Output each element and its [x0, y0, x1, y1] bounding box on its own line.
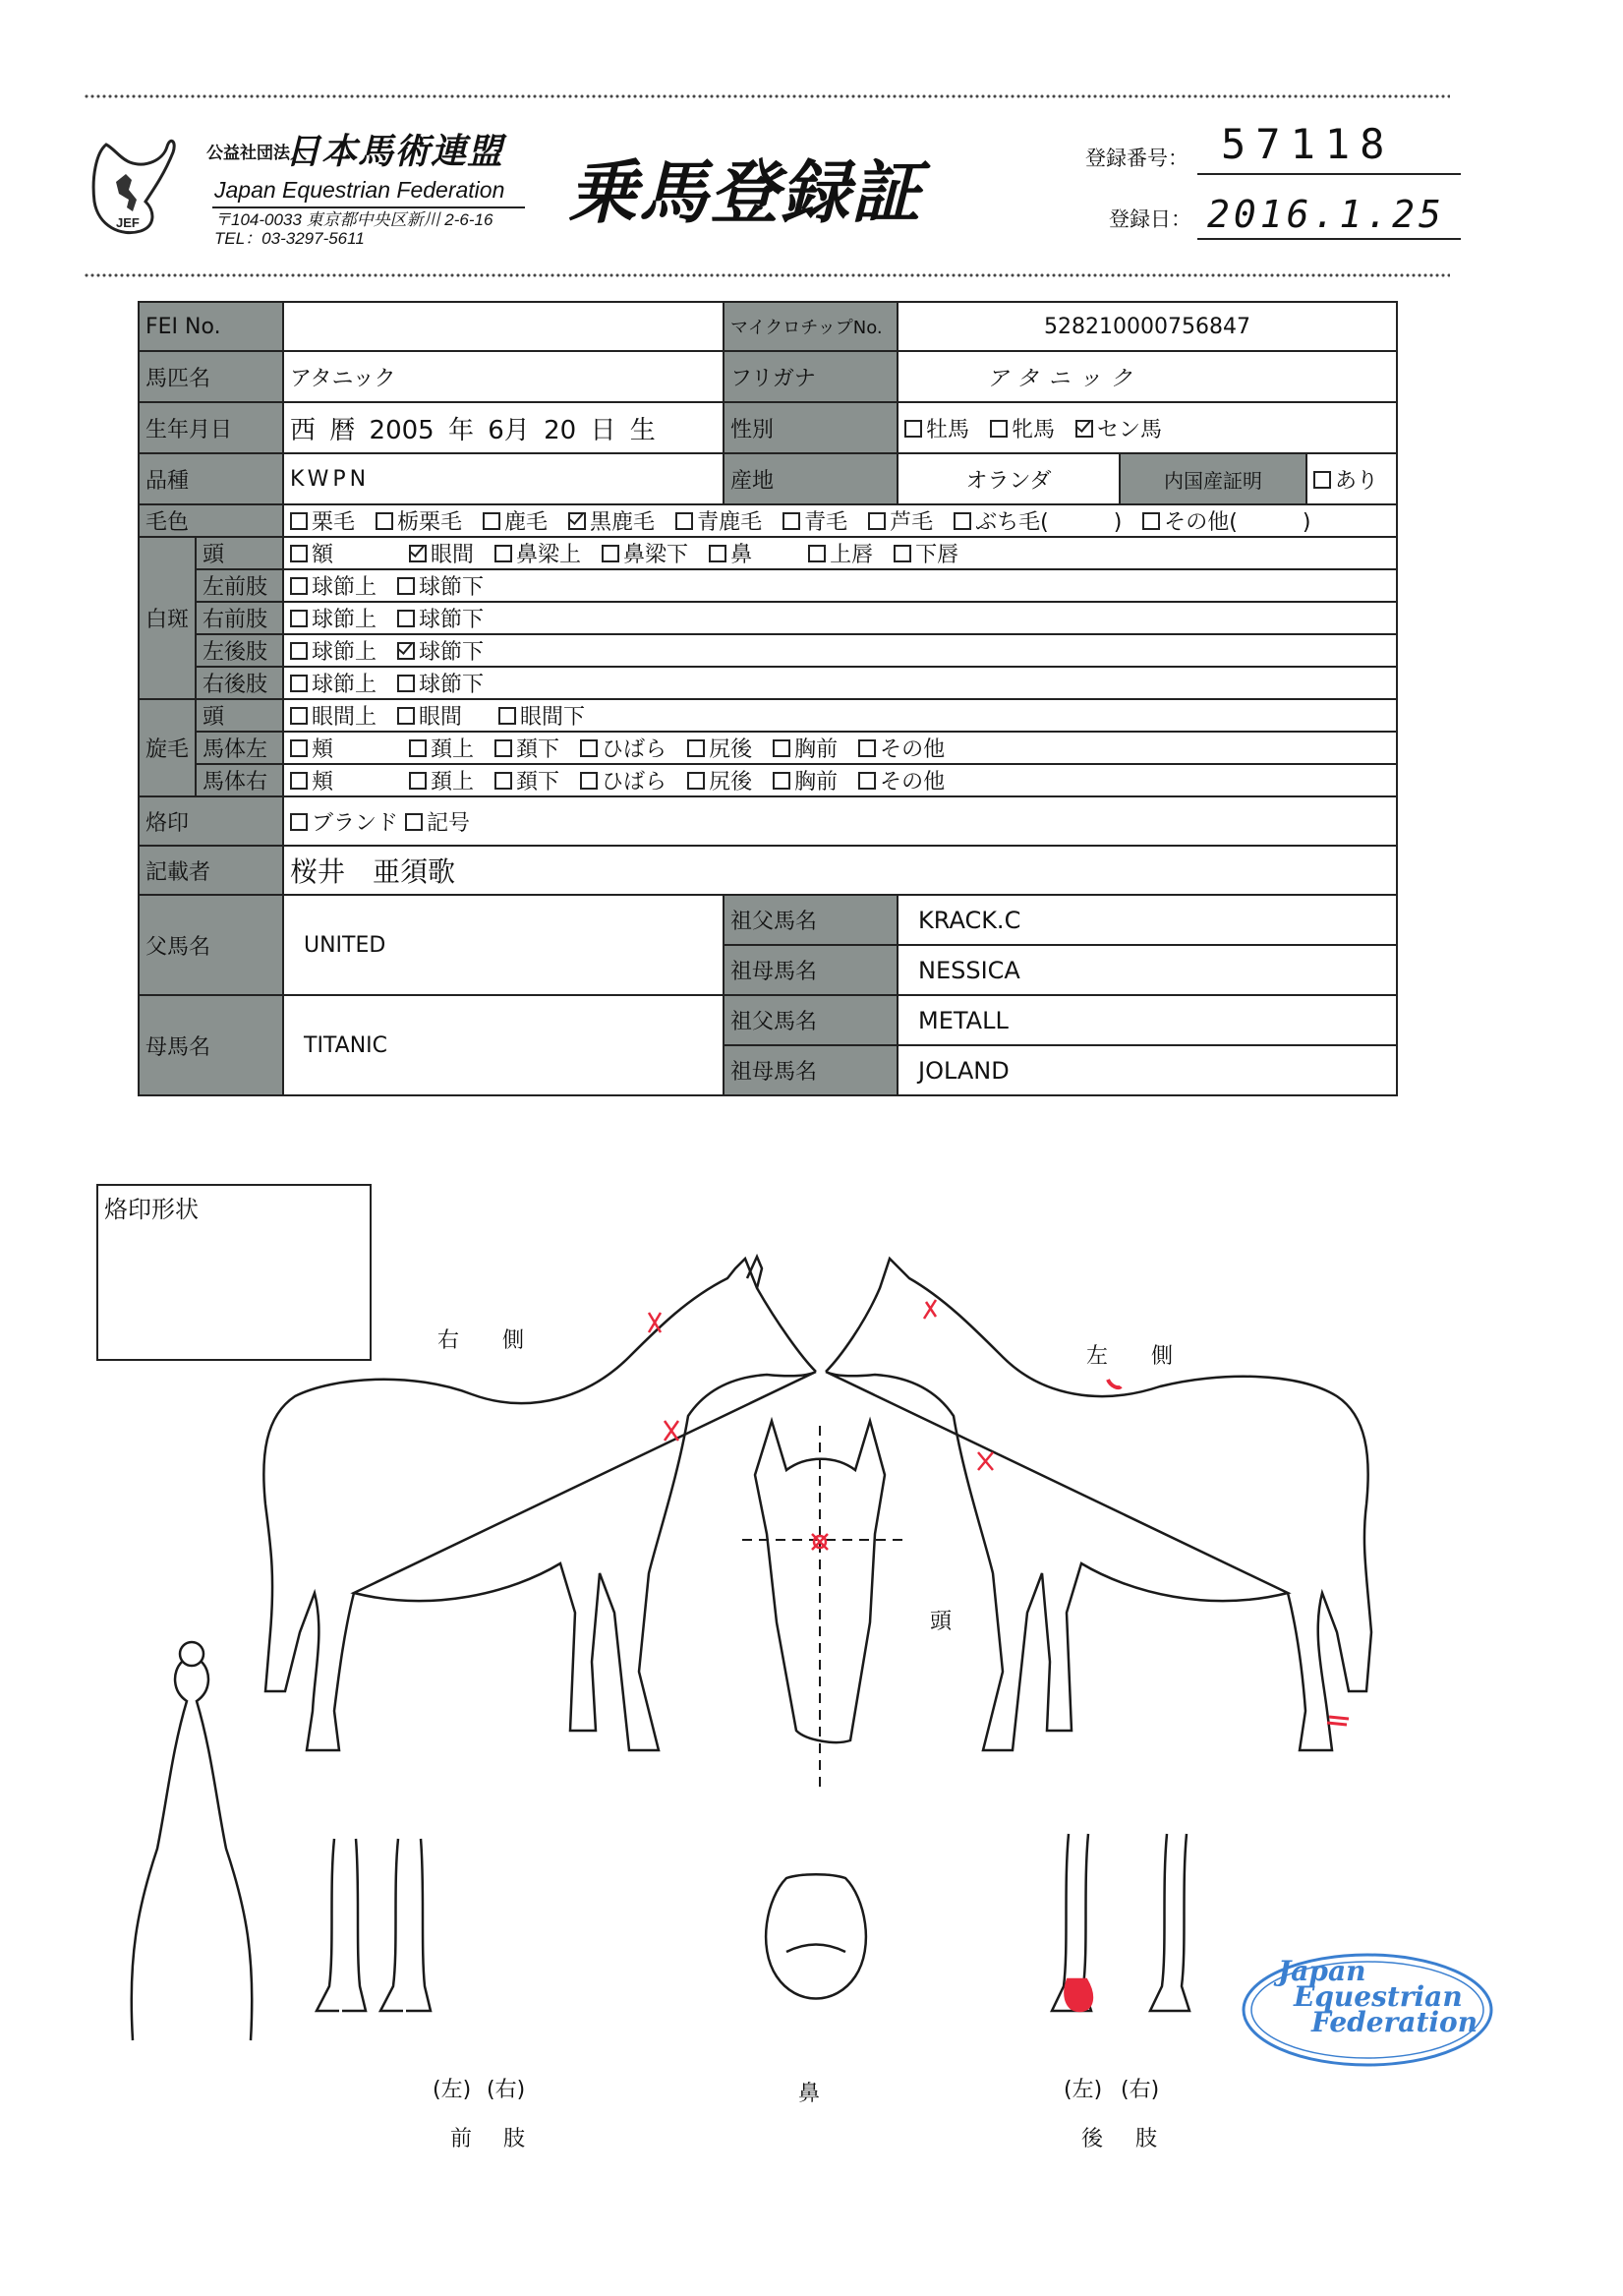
- whorl-mark-icon: [649, 1313, 661, 1332]
- white-part-left-fore: 左前肢: [196, 569, 283, 602]
- white-part-left-hind: 左後肢: [196, 634, 283, 667]
- option[interactable]: 球節下: [397, 668, 484, 698]
- option[interactable]: ひばら: [580, 733, 667, 763]
- org-name-jp: 日本馬術連盟: [285, 132, 504, 172]
- nose-icon: [766, 1874, 866, 1998]
- jef-stamp: [1241, 1952, 1494, 2068]
- sex-label: 性別: [724, 402, 898, 453]
- coat-dark-bay[interactable]: 黒鹿毛: [568, 505, 655, 536]
- forelimb-right-label: (右): [487, 2078, 526, 2102]
- coat-label: 毛色: [139, 504, 283, 537]
- option[interactable]: 球節上: [290, 635, 377, 666]
- reg-date-value: 2016.1.25: [1207, 193, 1445, 236]
- coat-chestnut[interactable]: 栗毛: [290, 505, 355, 536]
- whorl-part-head: 頭: [196, 699, 283, 732]
- sock-mark-icon: [1327, 1717, 1349, 1725]
- white-lower-lip[interactable]: 下唇: [894, 538, 958, 568]
- option[interactable]: 眼間: [397, 700, 462, 731]
- microchip-label: マイクロチップNo.: [724, 302, 898, 351]
- whorl-part-body-left: 馬体左: [196, 732, 283, 764]
- sire-label: 父馬名: [139, 895, 283, 995]
- head-label: 頭: [930, 1610, 953, 1634]
- option[interactable]: 球節上: [290, 668, 377, 698]
- option[interactable]: 球節上: [290, 603, 377, 633]
- option[interactable]: 胸前: [773, 733, 838, 763]
- head-front-icon: [742, 1421, 904, 1790]
- microchip-value: 528210000756847: [898, 302, 1397, 351]
- white-part-head: 頭: [196, 537, 283, 569]
- white-lower-bridge[interactable]: 鼻梁下: [602, 538, 688, 568]
- option[interactable]: 胸前: [773, 765, 838, 795]
- svg-text:JEF: JEF: [116, 215, 140, 230]
- sire-granddam-value: NESSICA: [898, 945, 1397, 995]
- option[interactable]: 尻後: [687, 733, 752, 763]
- white-part-right-fore: 右前肢: [196, 602, 283, 634]
- sire-value: UNITED: [283, 895, 724, 995]
- sock-mark-fill-icon: [1065, 1979, 1091, 2011]
- origin-value: オランダ: [898, 453, 1120, 504]
- right-side-label: 右 側: [437, 1328, 525, 1353]
- breed-label: 品種: [139, 453, 283, 504]
- whorl-mark-icon: [978, 1452, 993, 1470]
- option[interactable]: 球節上: [290, 570, 377, 601]
- forelimb-caption-1: 前: [450, 2127, 473, 2151]
- birth-label: 生年月日: [139, 402, 283, 453]
- dam-grandsire-value: METALL: [898, 995, 1397, 1045]
- brand-shape-label: 烙印形状: [104, 1196, 199, 1223]
- reg-no-value: 57118: [1221, 120, 1395, 168]
- address-text: 〒104-0033 東京都中央区新川 2-6-16: [214, 210, 493, 229]
- fei-label: FEI No.: [139, 302, 283, 351]
- sex-option-mare[interactable]: 牝馬: [990, 413, 1055, 443]
- coat-pinto[interactable]: ぶち毛( ): [954, 505, 1122, 536]
- birth-value: 西 暦 2005 年 6月 20 日 生: [283, 402, 724, 453]
- option[interactable]: 球節下: [397, 603, 484, 633]
- option[interactable]: その他: [858, 733, 945, 763]
- furigana-label: フリガナ: [724, 351, 898, 402]
- coat-other[interactable]: その他( ): [1142, 505, 1310, 536]
- horse-name-label: 馬匹名: [139, 351, 283, 402]
- option[interactable]: 頬: [290, 733, 333, 763]
- right-side-horse-icon: [263, 1257, 816, 1750]
- white-upper-bridge[interactable]: 鼻梁上: [494, 538, 581, 568]
- sire-grandsire-label: 祖父馬名: [724, 895, 898, 945]
- furigana-value: アタニック: [898, 351, 1397, 402]
- breed-value: KWPN: [283, 453, 724, 504]
- marking-annotations: [649, 1300, 1349, 1725]
- option[interactable]: 頚上: [409, 733, 474, 763]
- org-prefix: 公益社団法人: [206, 144, 307, 163]
- coat-bay[interactable]: 鹿毛: [483, 505, 548, 536]
- left-side-label: 左 側: [1086, 1344, 1174, 1369]
- dam-granddam-label: 祖母馬名: [724, 1045, 898, 1095]
- whorl-mark-icon: [665, 1421, 678, 1441]
- recorder-label: 記載者: [139, 846, 283, 895]
- forelimb-caption-2: 肢: [503, 2127, 526, 2151]
- sire-granddam-label: 祖母馬名: [724, 945, 898, 995]
- dam-granddam-value: JOLAND: [898, 1045, 1397, 1095]
- dam-grandsire-label: 祖父馬名: [724, 995, 898, 1045]
- option[interactable]: 球節下: [397, 570, 484, 601]
- reg-no-label: 登録番号：: [1085, 147, 1188, 170]
- forelimb-left-label: (左): [433, 2078, 472, 2102]
- brand-option-brand[interactable]: ブランド: [290, 806, 398, 837]
- top-view-body-icon: [132, 1642, 253, 2040]
- domestic-cert-label: 内国産証明: [1120, 453, 1306, 504]
- coat-brown[interactable]: 青鹿毛: [675, 505, 762, 536]
- option-checked[interactable]: 球節下: [397, 635, 484, 666]
- white-markings-label: 白斑: [139, 537, 196, 699]
- left-side-horse-icon: [826, 1259, 1371, 1750]
- forelimbs-front-icon: [317, 1839, 431, 2011]
- option[interactable]: 眼間下: [498, 700, 585, 731]
- option[interactable]: 頚下: [494, 765, 559, 795]
- sex-option-stallion[interactable]: 牡馬: [904, 413, 969, 443]
- hindlimb-caption-2: 肢: [1135, 2127, 1158, 2151]
- recorder-value: 桜井 亜須歌: [283, 846, 1397, 895]
- white-upper-lip[interactable]: 上唇: [808, 538, 873, 568]
- tel-text: TEL：03-3297-5611: [214, 229, 365, 248]
- stamp-line-2: Equestrian: [1294, 1980, 1463, 2013]
- coat-black[interactable]: 青毛: [783, 505, 847, 536]
- white-nose[interactable]: 鼻: [709, 538, 752, 568]
- hindlimb-right-label: (右): [1121, 2078, 1160, 2102]
- origin-label: 産地: [724, 453, 898, 504]
- option[interactable]: 頚下: [494, 733, 559, 763]
- org-name-en: Japan Equestrian Federation: [214, 177, 505, 203]
- stamp-line-1: Japan: [1278, 1955, 1366, 1987]
- sex-option-gelding[interactable]: セン馬: [1075, 413, 1162, 443]
- stamp-line-3: Federation: [1311, 2006, 1478, 2038]
- option[interactable]: 頬: [290, 765, 333, 795]
- option[interactable]: 眼間上: [290, 700, 377, 731]
- whorls-label: 旋毛: [139, 699, 196, 796]
- hindlimb-caption-1: 後: [1081, 2127, 1104, 2151]
- option[interactable]: ひばら: [580, 765, 667, 795]
- option[interactable]: 尻後: [687, 765, 752, 795]
- option[interactable]: その他: [858, 765, 945, 795]
- white-part-right-hind: 右後肢: [196, 667, 283, 699]
- nose-label: 鼻: [798, 2082, 821, 2106]
- dam-value: TITANIC: [283, 995, 724, 1095]
- dam-label: 母馬名: [139, 995, 283, 1095]
- whorl-part-body-right: 馬体右: [196, 764, 283, 796]
- mark-icon: [1108, 1380, 1121, 1387]
- horse-name-value: アタニック: [283, 351, 724, 402]
- coat-grey[interactable]: 芦毛: [868, 505, 933, 536]
- option[interactable]: 頚上: [409, 765, 474, 795]
- domestic-cert-option[interactable]: あり: [1306, 453, 1397, 504]
- hindlimb-left-label: (左): [1064, 2078, 1103, 2102]
- brand-label: 烙印: [139, 796, 283, 846]
- sire-grandsire-value: KRACK.C: [898, 895, 1397, 945]
- reg-date-label: 登録日：: [1109, 207, 1191, 231]
- whorl-mark-icon: [924, 1300, 936, 1319]
- coat-dark-chestnut[interactable]: 栃栗毛: [376, 505, 462, 536]
- brand-option-symbol[interactable]: 記号: [405, 806, 470, 837]
- document-title: 乗馬登録証: [568, 152, 922, 233]
- white-between-eyes[interactable]: 眼間: [409, 538, 474, 568]
- white-forehead[interactable]: 額: [290, 538, 333, 568]
